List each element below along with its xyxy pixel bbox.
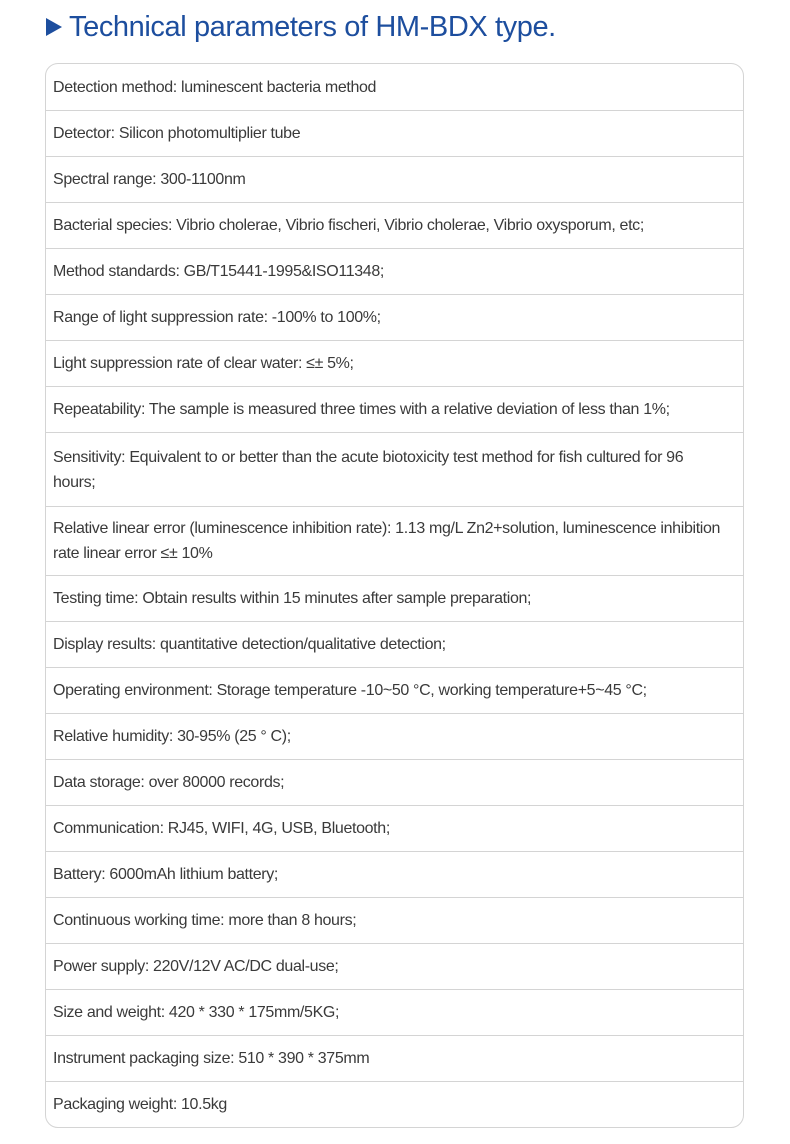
table-row [46, 621, 743, 667]
table-row [46, 1081, 743, 1127]
table-row [46, 989, 743, 1035]
table-row [46, 713, 743, 759]
row-text: Communication: RJ45, WIFI, 4G, USB, Bluetooth; [53, 820, 390, 837]
row-text: Continuous working time: more than 8 hours; [53, 912, 357, 929]
row-text: Bacterial species: Vibrio cholerae, Vibrio fischeri, Vibrio cholerae, Vibrio oxysporum, etc; [53, 217, 644, 234]
section-heading [46, 6, 556, 48]
row-text: Relative linear error (luminescence inhibition rate): 1.13 mg/L Zn2+solution, luminescence inhibition rate linear error ≤± 10% [53, 520, 721, 562]
row-text: Detection method: luminescent bacteria method [53, 78, 377, 96]
table-row [46, 506, 743, 575]
table-row [46, 851, 743, 897]
row-text: Testing time: Obtain results within 15 minutes after sample preparation; [53, 590, 532, 607]
table-row [46, 805, 743, 851]
page-title: Technical parameters of HM-BDX type. [69, 10, 556, 43]
row-text: Spectral range: 300-1100nm [53, 171, 246, 188]
row-text: Instrument packaging size: 510 * 390 * 375mm [53, 1050, 370, 1067]
table-row [46, 432, 743, 506]
row-text: Method standards: GB/T15441-1995&ISO11348; [53, 263, 385, 280]
table-row [46, 248, 743, 294]
table-row [46, 667, 743, 713]
table-row [46, 110, 743, 156]
table-row [46, 340, 743, 386]
table-row [46, 386, 743, 432]
row-text: Data storage: over 80000 records; [53, 774, 285, 791]
row-text: Light suppression rate of clear water: ≤± 5%; [53, 355, 354, 372]
table-row [46, 897, 743, 943]
parameters-table [45, 63, 744, 1128]
table-row [46, 64, 743, 110]
row-text: Packaging weight: 10.5kg [53, 1096, 227, 1113]
row-text: Display results: quantitative detection/qualitative detection; [53, 636, 446, 653]
table-row [46, 575, 743, 621]
row-text: Sensitivity: Equivalent to or better than the acute biotoxicity test method for fish cultured for 96 hours; [53, 448, 684, 491]
row-text: Detector: Silicon photomultiplier tube [53, 125, 301, 142]
table-row [46, 759, 743, 805]
table-row [46, 156, 743, 202]
row-text: Power supply: 220V/12V AC/DC dual-use; [53, 958, 339, 975]
row-text: Battery: 6000mAh lithium battery; [53, 866, 279, 883]
triangle-right-icon [46, 18, 62, 36]
table-row [46, 1035, 743, 1081]
row-text: Repeatability: The sample is measured three times with a relative deviation of less than 1%; [53, 401, 670, 418]
table-row [46, 294, 743, 340]
row-text: Relative humidity: 30-95% (25 ° C); [53, 728, 291, 745]
table-row [46, 943, 743, 989]
row-text: Size and weight: 420 * 330 * 175mm/5KG; [53, 1004, 340, 1021]
row-text: Range of light suppression rate: -100% to 100%; [53, 309, 381, 326]
table-row [46, 202, 743, 248]
row-text: Operating environment: Storage temperature -10~50 °C, working temperature+5~45 °C; [53, 682, 647, 699]
